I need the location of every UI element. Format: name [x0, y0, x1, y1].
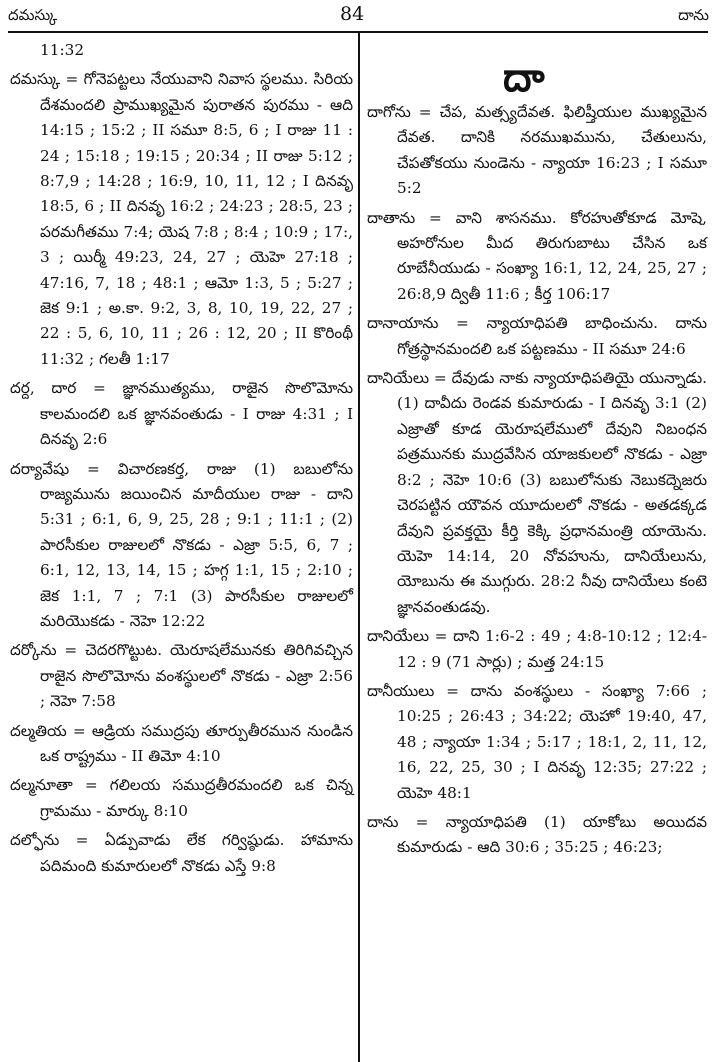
column-divider — [358, 33, 360, 1062]
dictionary-entry: దానియేలు = దేవుడు నాకు న్యాయాధిపతియై యున్నాడు. (1) దావీదు రెండవ కుమారుడు - I దినవృ 3:1 (2) ఎజ్రాతో కూడ యెరూషలేములో దేవుని నిబంధన పత్రమునకు ముద్రవేసిన యాజకులలో నొకడు - ఎజ్రా 8:2 ; నెహె 10:6 (3) బబులోనుకు నెబుకద్నెజరు చెరపట్టిన యౌవన యూదులలో నొకడు - అతడక్కడ దేవుని ప్రవక్తయై కీర్తి కెక్కి ప్రధానమంత్రి యాయెను. యెహె 14:14, 20 నోవహును, దానియేలును, యోబును ఈ ముగ్గురు. 28:2 నీవు దానియేలు కంటె జ్ఞానవంతుడవు. — [367, 369, 707, 616]
section-letter-heading: దా — [503, 54, 545, 101]
running-head-right: దాను — [678, 6, 709, 24]
dictionary-entry: దానీయులు = దాను వంశస్థులు - సంఖ్యా 7:66 ; 10:25 ; 26:43 ; 34:22; యెహో 19:40, 47, 48 ; న్యాయా 1:34 ; 5:17 ; 18:1, 2, 11, 12, 16, 22, 25, 30 ; I దినవృ 12:35; 27:22 ; యెహె 48:1 — [367, 681, 707, 802]
running-head-left: దమస్కు — [8, 6, 58, 24]
dictionary-entry: దల్మనూతా = గలిలయ సముద్రతీరమందలి ఒక చిన్న గ్రామము - మార్కు 8:10 — [10, 776, 353, 820]
page-number: 84 — [340, 3, 365, 25]
left-column — [10, 38, 353, 883]
dictionary-entry: దాను = న్యాయాధిపతి (1) యాకోబు అయిదవ కుమారుడు - ఆది 30:6 ; 35:25 ; 46:23; — [367, 812, 707, 857]
right-column — [367, 100, 707, 865]
dictionary-entry: దర్ద, దార = జ్ఞానముత్యము, రాజైన సొలొమోను కాలమందలి ఒక జ్ఞానవంతుడు - I రాజు 4:31 ; I దినవృ 2:6 — [10, 379, 353, 449]
dictionary-entry: దమస్కు = గోనెపట్టలు నేయువాని నివాస స్థలము. సిరియ దేశమందలి ప్రాముఖ్యమైన పురాతన పురము - ఆది 14:15 ; 15:2 ; II సమూ 8:5, 6 ; I రాజు 11 : 24 ; 15:18 ; 19:15 ; 20:34 ; II రాజు 5:12 ; 8:7,9 ; 14:28 ; 16:9, 10, 11, 12 ; I దినవృ 18:5, 6 ; II దినవృ 16:2 ; 24:23 ; 28:5, 23 ; పరమగీతము 7:4; యెష 7:8 ; 8:4 ; 10:9 ; 17:, 3 ; యిర్మీ 49:23, 24, 27 ; యెహె 27:18 ; 47:16, 7, 18 ; 48:1 ; ఆమో 1:3, 5 ; 5:27 ; జెక 9:1 ; అ.కా. 9:2, 3, 8, 10, 19, 22, 27 ; 22 : 5, 6, 10, 11 ; 26 : 12, 20 ; II కొరింథీ 11:32 ; గలతీ 1:17 — [10, 70, 353, 368]
dictionary-entry: దానియేలు = దాని 1:6-2 : 49 ; 4:8-10:12 ; 12:4-12 : 9 (71 సార్లు) ; మత్త 24:15 — [367, 627, 707, 671]
dictionary-entry: దర్కోను = చెదరగొట్టుట. యెరూషలేమునకు తిరిగివచ్చిన రాజైన సొలొమోను వంశస్థులలో నొకడు - ఎజ్రా 2:56 ; నెహె 7:58 — [10, 641, 353, 711]
dictionary-entry: దాతాను = వాని శాసనము. కోరహుతోకూడ మోషె, అహరోనుల మీద తిరుగుబాటు చేసిన ఒక రూబేనీయుడు - సంఖ్యా 16:1, 12, 24, 25, 27 ; 26:8,9 ద్వితీ 11:6 ; కీర్త 106:17 — [367, 208, 707, 303]
dictionary-entry: దర్యావేషు = విచారణకర్త, రాజు (1) బబులోను రాజ్యమును జయించిన మాదీయుల రాజు - దాని 5:31 ; 6:1, 6, 9, 25, 28 ; 9:1 ; 11:1 ; (2) పారసీకుల రాజులలో నొకడు - ఎజ్రా 5:5, 6, 7 ; 6:1, 12, 13, 14, 15 ; హగ్గ 1:1, 15 ; 2:10 ; జెక 1:1, 7 ; 7:1 (3) పారసీకుల రాజులలో మరియొకడు - నెహె 12:22 — [10, 459, 353, 630]
dictionary-entry: దల్ఫోను = ఏడ్పువాడు లేక గర్విష్ఠుడు. హామాను పదిమంది కుమారులలో నొకడు ఎస్తే 9:8 — [10, 831, 353, 875]
page-header — [0, 0, 723, 32]
dictionary-entry: దాగోను = చేప, మత్స్యదేవత. ఫిలిష్తీయుల ముఖ్యమైన దేవత. దానికి నరముఖమును, చేతులును, చేపతోకయు నుండెను - న్యాయా 16:23 ; I సమూ 5:2 — [367, 103, 707, 198]
dictionary-entry: దానాయాను = న్యాయాధిపతి బాధించును. దాను గోత్రస్థానమందలి ఒక పట్టణము - II సమూ 24:6 — [367, 314, 707, 358]
dictionary-entry: 11:32 — [40, 41, 85, 59]
dictionary-entry: దల్మతియ = ఆడ్రియ సముద్రపు తూర్పుతీరమున నుండిన ఒక రాష్ట్రము - II తిమో 4:10 — [10, 721, 353, 765]
